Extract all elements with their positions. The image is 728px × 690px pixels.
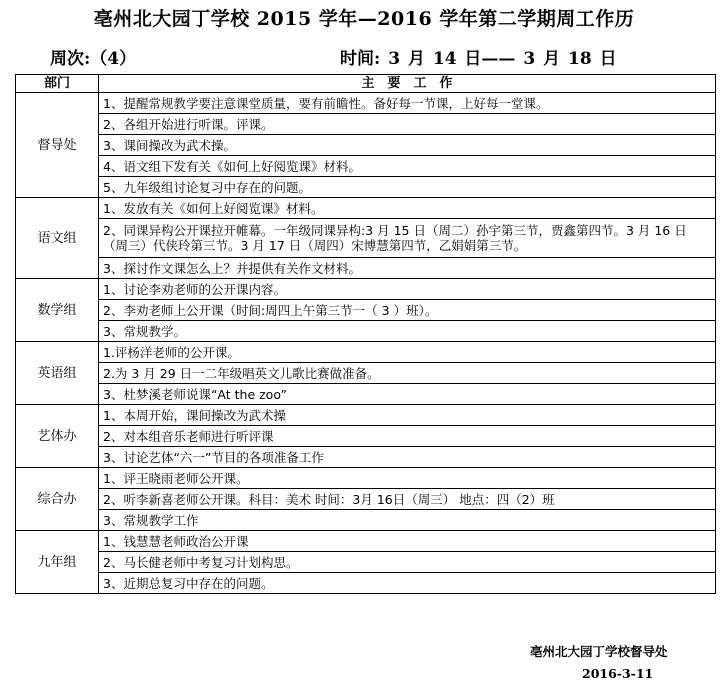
task-cell: 1、讨论李劝老师的公开课内容。 xyxy=(99,279,716,300)
weekly-schedule-table xyxy=(15,74,716,594)
task-cell: 1.评杨洋老师的公开课。 xyxy=(99,342,716,363)
task-cell: 4、语文组下发有关《如何上好阅览课》材料。 xyxy=(99,156,716,177)
task-cell: 2、李劝老师上公开课（时间:周四上午第三节一（ 3 ）班）。 xyxy=(99,300,716,321)
table-row xyxy=(16,489,716,510)
table-row xyxy=(16,198,716,219)
task-cell: 1、发放有关《如何上好阅览课》材料。 xyxy=(99,198,716,219)
task-cell: 2、听李新喜老师公开课。科目：美术 时间：3月 16日（周三） 地点：四（2）班 xyxy=(99,489,716,510)
document-title: 亳州北大园丁学校 2015 学年—2016 学年第二学期周工作历 xyxy=(93,8,635,30)
task-cell: 3、近期总复习中存在的问题。 xyxy=(99,573,716,594)
table-row xyxy=(16,177,716,198)
task-cell: 3、杜梦溪老师说课“At the zoo” xyxy=(99,384,716,405)
task-cell: 2.为 3 月 29 日一二年级唱英文儿歌比赛做准备。 xyxy=(99,363,716,384)
table-row xyxy=(16,573,716,594)
task-cell: 2、各组开始进行听课。评课。 xyxy=(99,114,716,135)
header-department: 部门 xyxy=(16,75,99,93)
table-row xyxy=(16,114,716,135)
table-row xyxy=(16,531,716,552)
task-cell: 3、探讨作文课怎么上？并提供有关作文材料。 xyxy=(99,258,716,279)
table-row xyxy=(16,300,716,321)
department-cell: 艺体办 xyxy=(16,405,99,468)
department-cell: 数学组 xyxy=(16,279,99,342)
task-cell: 5、九年级组讨论复习中存在的问题。 xyxy=(99,177,716,198)
task-cell: 3、讨论艺体“六一”节目的各项准备工作 xyxy=(99,447,716,468)
task-cell: 1、评王晓雨老师公开课。 xyxy=(99,468,716,489)
table-header-row xyxy=(16,75,716,93)
header-main-work: 主 要 工 作 xyxy=(99,75,716,93)
table-row xyxy=(16,552,716,573)
table-row xyxy=(16,468,716,489)
table-row xyxy=(16,363,716,384)
task-cell: 1、提醒常规教学要注意课堂质量，要有前瞻性。备好每一节课，上好每一堂课。 xyxy=(99,93,716,114)
footer-signature: 亳州北大园丁学校督导处 xyxy=(530,644,668,659)
table-row xyxy=(16,258,716,279)
department-cell: 九年组 xyxy=(16,531,99,594)
table-row xyxy=(16,405,716,426)
task-cell: 2、马长健老师中考复习计划构思。 xyxy=(99,552,716,573)
table-row xyxy=(16,426,716,447)
table-row xyxy=(16,384,716,405)
table-row xyxy=(16,342,716,363)
department-cell: 督导处 xyxy=(16,93,99,198)
task-cell: 1、钱慧慧老师政治公开课 xyxy=(99,531,716,552)
task-cell: 2、对本组音乐老师进行听评课 xyxy=(99,426,716,447)
task-cell: 3、常规教学工作 xyxy=(99,510,716,531)
task-cell: 3、课间操改为武术操。 xyxy=(99,135,716,156)
task-cell: 2、同课异构公开课拉开帷幕。一年级同课异构:3 月 15 日（周二）孙宇第三节，贾鑫第四节。3 月 16 日（周三）代侠玲第三节。3 月 17 日（周四）宋博慧第四节，乙娟娟第三节。 xyxy=(99,219,716,258)
week-number: 周次:（4） xyxy=(50,49,137,69)
department-cell: 英语组 xyxy=(16,342,99,405)
footer-date: 2016-3-11 xyxy=(582,666,654,681)
department-cell: 语文组 xyxy=(16,198,99,279)
table-row xyxy=(16,219,716,258)
table-row xyxy=(16,321,716,342)
department-cell: 综合办 xyxy=(16,468,99,531)
table-row xyxy=(16,279,716,300)
schedule-body xyxy=(16,93,716,594)
task-cell: 3、常规教学。 xyxy=(99,321,716,342)
table-row xyxy=(16,510,716,531)
table-row xyxy=(16,156,716,177)
date-range: 时间: 3 月 14 日—— 3 月 18 日 xyxy=(340,49,617,69)
table-row xyxy=(16,447,716,468)
table-row xyxy=(16,93,716,114)
table-row xyxy=(16,135,716,156)
task-cell: 1、本周开始，课间操改为武术操 xyxy=(99,405,716,426)
